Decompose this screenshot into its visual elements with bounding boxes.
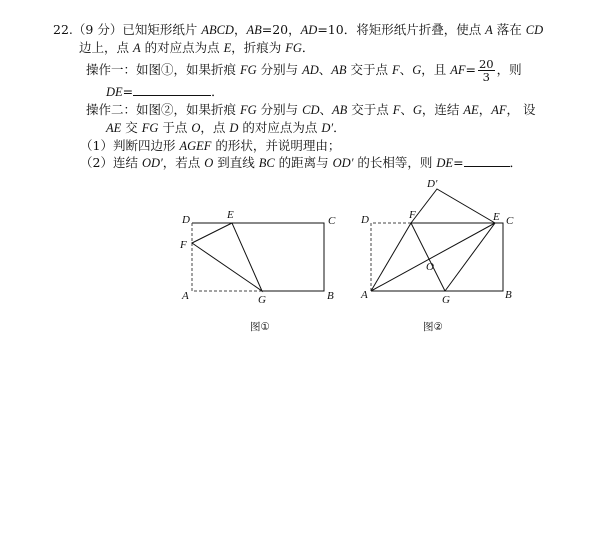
text-segment: 、 xyxy=(319,102,332,117)
math-var: AB xyxy=(331,63,347,77)
text-segment: ， 设 xyxy=(506,102,536,117)
question-1 xyxy=(80,138,340,154)
text-segment: ． xyxy=(301,40,315,55)
math-var: CD xyxy=(302,103,320,117)
math-var: AF xyxy=(491,103,507,117)
text-segment: 于点 xyxy=(158,120,192,135)
text-segment: （1）判断四边形 xyxy=(80,138,180,153)
fig2-label-B: B xyxy=(505,289,512,301)
fig2-label-G: G xyxy=(442,294,450,306)
operation-1-line-1 xyxy=(86,57,522,83)
text-segment: ，折痕为 xyxy=(231,40,286,55)
fig2-label-Dp: D′ xyxy=(427,178,438,190)
text-segment: 分别与 xyxy=(256,62,303,77)
text-segment: 、 xyxy=(400,102,413,117)
math-var: OD′ xyxy=(332,156,354,170)
math-var: A xyxy=(132,41,141,55)
question-2 xyxy=(80,155,522,171)
math-var: AD xyxy=(302,63,319,77)
problem-points: （9 分） xyxy=(72,22,123,37)
text-segment: 交于点 xyxy=(347,102,393,117)
text-segment: 的长相等，则 xyxy=(353,155,437,170)
math-var: OD′ xyxy=(141,156,163,170)
text-segment: ． xyxy=(333,120,346,135)
math-var: AD xyxy=(300,23,318,37)
fig2-label-D: D xyxy=(361,214,369,226)
text-segment: = xyxy=(122,84,134,99)
text-segment: 、 xyxy=(399,62,413,77)
problem-line-2 xyxy=(79,40,314,56)
math-var: F xyxy=(392,63,400,77)
figure-1-lines xyxy=(192,223,324,291)
fig1-label-E: E xyxy=(227,209,234,221)
math-var: AGEF xyxy=(179,139,212,153)
math-var: AE xyxy=(463,103,479,117)
text-segment: = xyxy=(453,155,464,170)
fig2-label-E: E xyxy=(493,211,500,223)
math-var: O xyxy=(191,121,201,135)
math-var: BC xyxy=(258,156,275,170)
fig1-label-C: C xyxy=(328,215,336,227)
fig2-fold-flap xyxy=(411,189,495,291)
text-segment: ，连结 xyxy=(421,102,464,117)
text-segment: =20， xyxy=(261,22,301,37)
math-var: AF xyxy=(450,63,466,77)
text-segment: 操作二：如图②，如果折痕 xyxy=(86,102,240,117)
fraction-twenty-thirds xyxy=(478,58,495,83)
text-segment: 的距离与 xyxy=(274,155,333,170)
text-segment: 已知矩形纸片 xyxy=(122,22,202,37)
fig1-fold-triangle xyxy=(192,223,262,291)
fig1-label-G: G xyxy=(258,294,266,306)
math-var: FG xyxy=(239,103,257,117)
math-var: AB xyxy=(246,23,262,37)
math-var: D′ xyxy=(321,121,334,135)
math-var: G xyxy=(412,103,422,117)
figure-2-caption: 图② xyxy=(423,321,443,333)
fig2-line-FG xyxy=(411,223,445,291)
text-segment: 交于点 xyxy=(346,62,393,77)
fig1-label-B: B xyxy=(327,290,334,302)
text-segment: ， xyxy=(478,102,492,117)
operation-2-line-2 xyxy=(106,120,346,136)
problem-line-1 xyxy=(53,22,543,38)
answer-blank-2[interactable] xyxy=(464,155,510,167)
fig1-label-D: D xyxy=(182,214,190,226)
text-segment: ． xyxy=(211,84,224,99)
fig2-line-AE xyxy=(371,223,495,291)
fig2-label-F: F xyxy=(409,209,416,221)
text-segment: 的对应点为点 xyxy=(238,120,322,135)
math-var: DE xyxy=(436,156,454,170)
figure-2-lines xyxy=(371,189,503,291)
text-segment: 的对应点为点 xyxy=(140,40,224,55)
text-segment: ． xyxy=(509,155,523,170)
fraction-numerator: 20 xyxy=(478,57,494,71)
text-segment: 落在 xyxy=(492,22,526,37)
text-segment: 分别与 xyxy=(256,102,303,117)
fig2-line-AF xyxy=(371,223,411,291)
figure-1-caption: 图① xyxy=(250,321,270,333)
fig1-label-A: A xyxy=(182,290,189,302)
text-segment: ，点 xyxy=(200,120,230,135)
math-var: FG xyxy=(141,121,159,135)
text-segment: = xyxy=(465,62,476,77)
text-segment: 交 xyxy=(121,120,142,135)
text-segment: 边上，点 xyxy=(79,40,133,55)
text-segment: =10．将矩形纸片折叠，使点 xyxy=(317,22,486,37)
text-segment: （2）连结 xyxy=(80,155,142,170)
text-segment: ，则 xyxy=(496,62,522,77)
text-segment: 的形状，并说明理由； xyxy=(211,138,341,153)
math-var: G xyxy=(412,63,422,77)
text-segment: ，且 xyxy=(421,62,451,77)
math-var: O xyxy=(204,156,214,170)
fraction-denominator: 3 xyxy=(482,70,490,84)
math-var: AB xyxy=(332,103,348,117)
fig2-label-C: C xyxy=(506,215,514,227)
fig1-label-F: F xyxy=(180,239,187,251)
text-segment: 操作一：如图①，如果折痕 xyxy=(86,62,240,77)
text-segment: 到直线 xyxy=(213,155,259,170)
fig1-dashed-edges xyxy=(192,223,262,291)
problem-number: 22. xyxy=(53,22,73,37)
math-var: E xyxy=(223,41,232,55)
math-var: ABCD xyxy=(201,23,234,37)
math-var: CD xyxy=(525,23,544,37)
answer-blank-1[interactable] xyxy=(133,84,211,96)
text-segment: ，若点 xyxy=(162,155,205,170)
math-var: D xyxy=(229,121,239,135)
fig2-label-O: O xyxy=(426,261,434,273)
text-segment: ， xyxy=(233,22,247,37)
math-var: AE xyxy=(106,121,122,135)
fig2-label-A: A xyxy=(361,289,368,301)
math-var: FG xyxy=(239,63,257,77)
figure-1 xyxy=(170,200,350,340)
math-var: FG xyxy=(285,41,302,55)
figure-2 xyxy=(355,175,530,340)
math-var: A xyxy=(485,23,493,37)
text-segment: 、 xyxy=(318,62,332,77)
math-var: DE xyxy=(106,85,123,99)
math-var: F xyxy=(392,103,401,117)
operation-2-line-1 xyxy=(86,102,535,118)
operation-1-line-2 xyxy=(106,84,224,100)
